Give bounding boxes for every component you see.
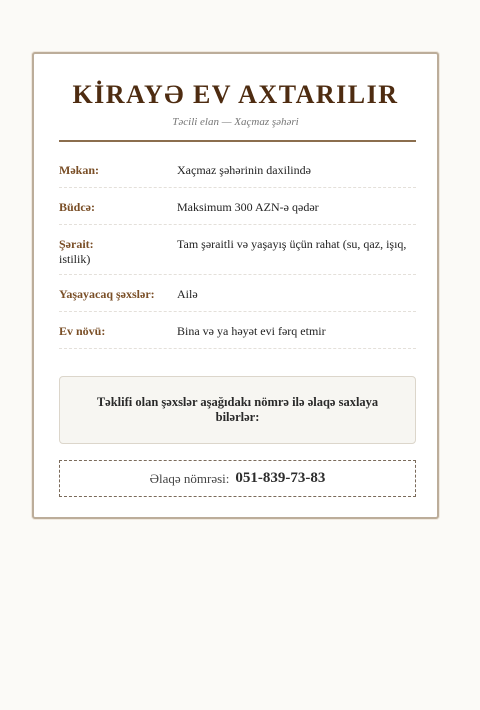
title-divider <box>59 140 416 142</box>
detail-value: Bina və ya həyət evi fərq etmir <box>177 324 326 338</box>
detail-label: Məkan: <box>59 163 99 177</box>
detail-value: Ailə <box>177 287 198 301</box>
detail-label: Yaşayacaq şəxslər: <box>59 287 155 301</box>
detail-row-location <box>59 151 416 188</box>
detail-value: Tam şəraitli və yaşayış üçün rahat (su, qaz, işıq, istilik) <box>59 237 407 266</box>
detail-value: Xaçmaz şəhərinin daxilində <box>177 163 311 177</box>
detail-label: Büdcə: <box>59 200 95 214</box>
detail-label: Şərait: <box>59 237 94 251</box>
detail-row-residents <box>59 275 416 312</box>
ad-card <box>32 52 439 519</box>
phone-box[interactable] <box>59 460 416 497</box>
ad-title: KİRAYƏ EV AXTARILIR <box>72 80 399 109</box>
phone-number[interactable]: 051-839-73-83 <box>235 470 326 486</box>
detail-row-conditions <box>59 225 416 275</box>
detail-label: Ev növü: <box>59 324 106 338</box>
contact-note: Təklifi olan şəxslər aşağıdakı nömrə ilə əlaqə saxlaya bilərlər: <box>59 376 416 444</box>
phone-label: Əlaqə nömrəsi: <box>149 470 230 486</box>
detail-row-budget <box>59 188 416 225</box>
ad-subtitle: Təcili elan — Xaçmaz şəhəri <box>172 116 299 128</box>
detail-row-house-type <box>59 312 416 349</box>
details-list <box>59 151 416 349</box>
detail-value: Maksimum 300 AZN-ə qədər <box>177 200 319 214</box>
